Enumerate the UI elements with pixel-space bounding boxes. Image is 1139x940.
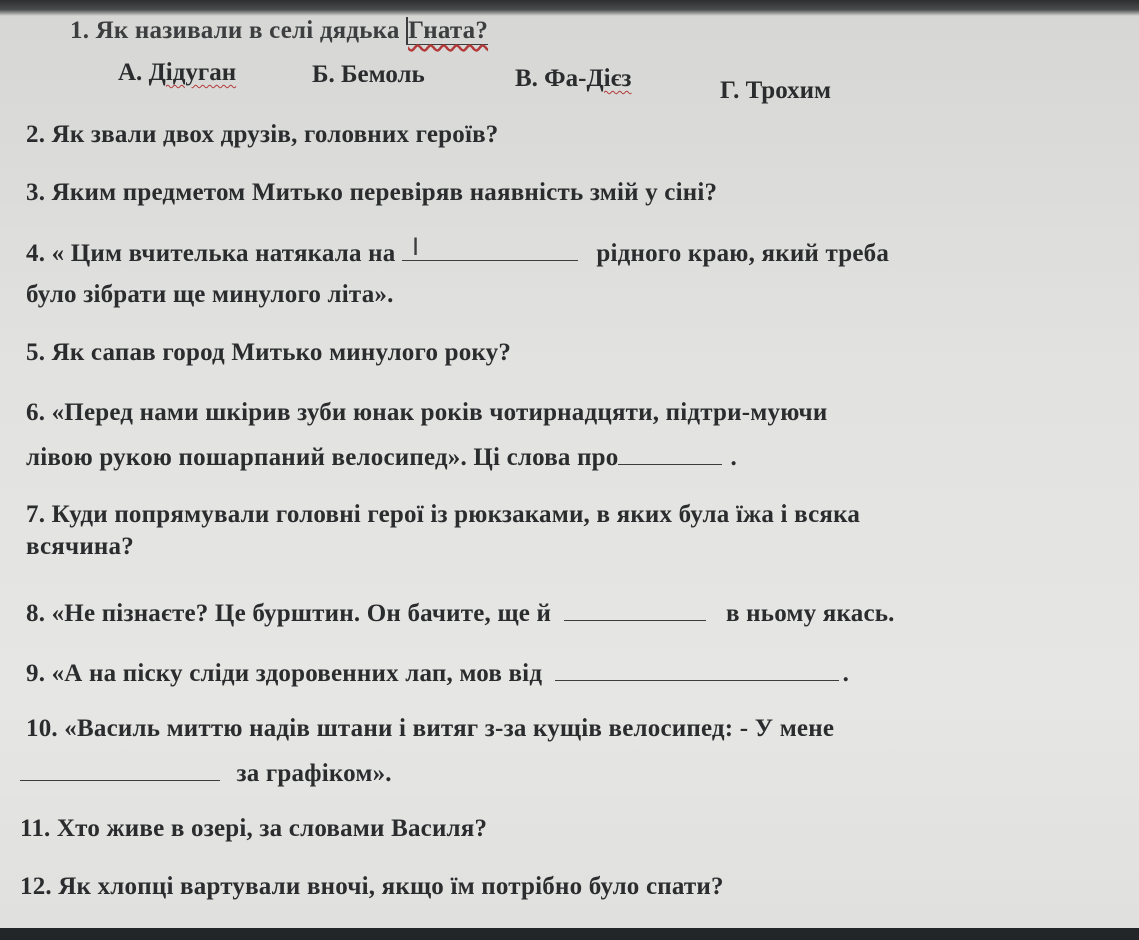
question-9-blank[interactable] (555, 656, 839, 681)
question-4-line-2: було зібрати ще минулого літа». (26, 281, 394, 308)
question-8-blank[interactable] (564, 596, 706, 621)
question-10-line-1: 10. «Василь миттю надів штани і витяг з-за кущів велосипед: - У мене (26, 715, 835, 742)
option-b: Б. Бемоль (312, 61, 425, 88)
question-4-line-1 (26, 233, 890, 269)
question-6-end: . (730, 444, 737, 471)
question-4-blank[interactable] (402, 233, 578, 261)
question-1-text: 1. Як називали в селі дядька (70, 17, 400, 44)
option-a: А. Дідуган (118, 59, 237, 86)
option-a-label: Дідуган (148, 59, 237, 86)
question-7-line-2: всячина? (26, 533, 134, 560)
question-6-text: лівою рукою пошарпаний велосипед». Ці слова про (26, 444, 619, 471)
question-5: 5. Як сапав город Митько минулого року? (26, 339, 512, 366)
question-9 (26, 656, 849, 689)
question-6-blank[interactable] (618, 440, 722, 465)
question-10-line-2 (20, 756, 392, 789)
question-6-line-2 (26, 440, 737, 473)
question-1-name: Гната? (408, 17, 489, 44)
question-4-part-2: рідного краю, який треба (596, 240, 890, 267)
question-11: 11. Хто живе в озері, за словами Василя? (20, 815, 488, 842)
question-2: 2. Як звали двох друзів, головних героїв? (26, 121, 499, 148)
question-6-line-1: 6. «Перед нами шкірив зуби юнак років чотирнадцяти, підтри-муючи (26, 399, 828, 426)
question-8-part-1: 8. «Не пізнаєте? Це бурштин. Он бачите, ще й (26, 600, 552, 627)
question-8-part-2: в ньому якась. (726, 600, 895, 627)
page-top-shadow (0, 0, 1139, 16)
question-9-end: . (842, 660, 850, 687)
question-3: 3. Яким предметом Митько перевіряв наявність змій у сіні? (26, 179, 718, 206)
text-cursor-icon: I (411, 233, 420, 261)
question-4-part-1: 4. « Цим вчителька натякала на (26, 240, 396, 267)
option-c-label: Дієз (586, 65, 632, 92)
option-d: Г. Трохим (720, 77, 832, 104)
question-10-text: за графіком». (236, 760, 392, 787)
question-1 (70, 16, 488, 46)
option-c: В. Фа-Дієз (515, 65, 632, 92)
question-7-line-1: 7. Куди попрямували головні герої із рюкзаками, в яких була їжа і всяка (26, 501, 861, 528)
question-9-text: 9. «А на піску сліди здоровенних лап, мов від (26, 660, 543, 687)
question-12: 12. Як хлопці вартували вночі, якщо їм потрібно було спати? (20, 873, 724, 900)
question-8 (26, 596, 895, 629)
question-10-blank[interactable] (20, 756, 220, 781)
